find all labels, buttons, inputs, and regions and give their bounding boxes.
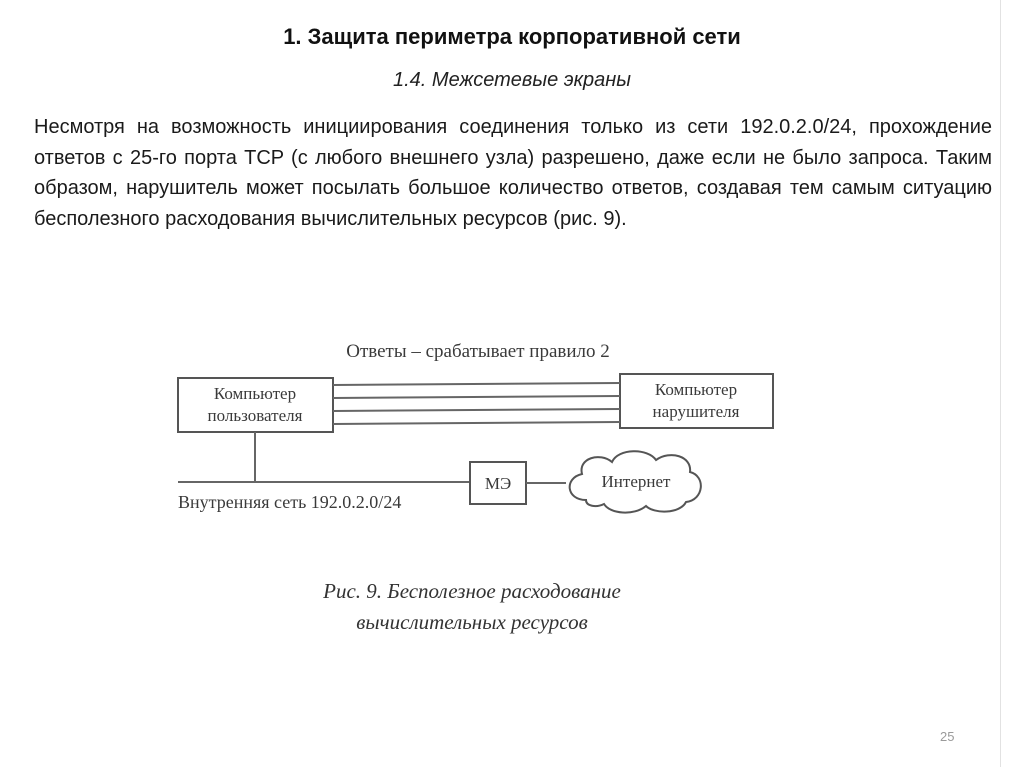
attacker-box-line2: нарушителя [652, 402, 740, 421]
response-lines [333, 383, 620, 424]
internal-network-label: Внутренняя сеть 192.0.2.0/24 [178, 492, 402, 512]
slide-subtitle: 1.4. Межсетевые экраны [393, 69, 631, 91]
page-number: 25 [940, 729, 955, 744]
slide-title: 1. Защита периметра корпоративной сети [283, 24, 741, 49]
attacker-computer-box [620, 374, 773, 428]
body-paragraph: Несмотря на возможность инициирования соединения только из сети 192.0.2.0/24, прохождение ответов с 25-го порта TCP (с любого внешнего узла) разрешено, даже если не было запроса. Таким образом, нарушитель может посылать большое количество ответов, создавая тем самым ситуацию бесполезного расходования вычислительных ресурсов (рис. 9). [34, 116, 992, 230]
figure-caption [0, 576, 944, 638]
user-computer-box [178, 378, 333, 432]
attacker-box-line1: Компьютер [654, 380, 738, 399]
internet-cloud-icon [570, 451, 701, 512]
caption-line1: Рис. 9. Бесполезное расходование [323, 579, 621, 603]
responses-label: Ответы – срабатывает правило 2 [346, 341, 610, 362]
firewall-box [470, 462, 526, 504]
caption-line2: вычислительных ресурсов [356, 610, 588, 634]
user-box-line1: Компьютер [213, 384, 297, 403]
internet-label: Интернет [601, 472, 671, 491]
user-box-line2: пользователя [207, 406, 303, 425]
firewall-label: МЭ [484, 474, 512, 493]
